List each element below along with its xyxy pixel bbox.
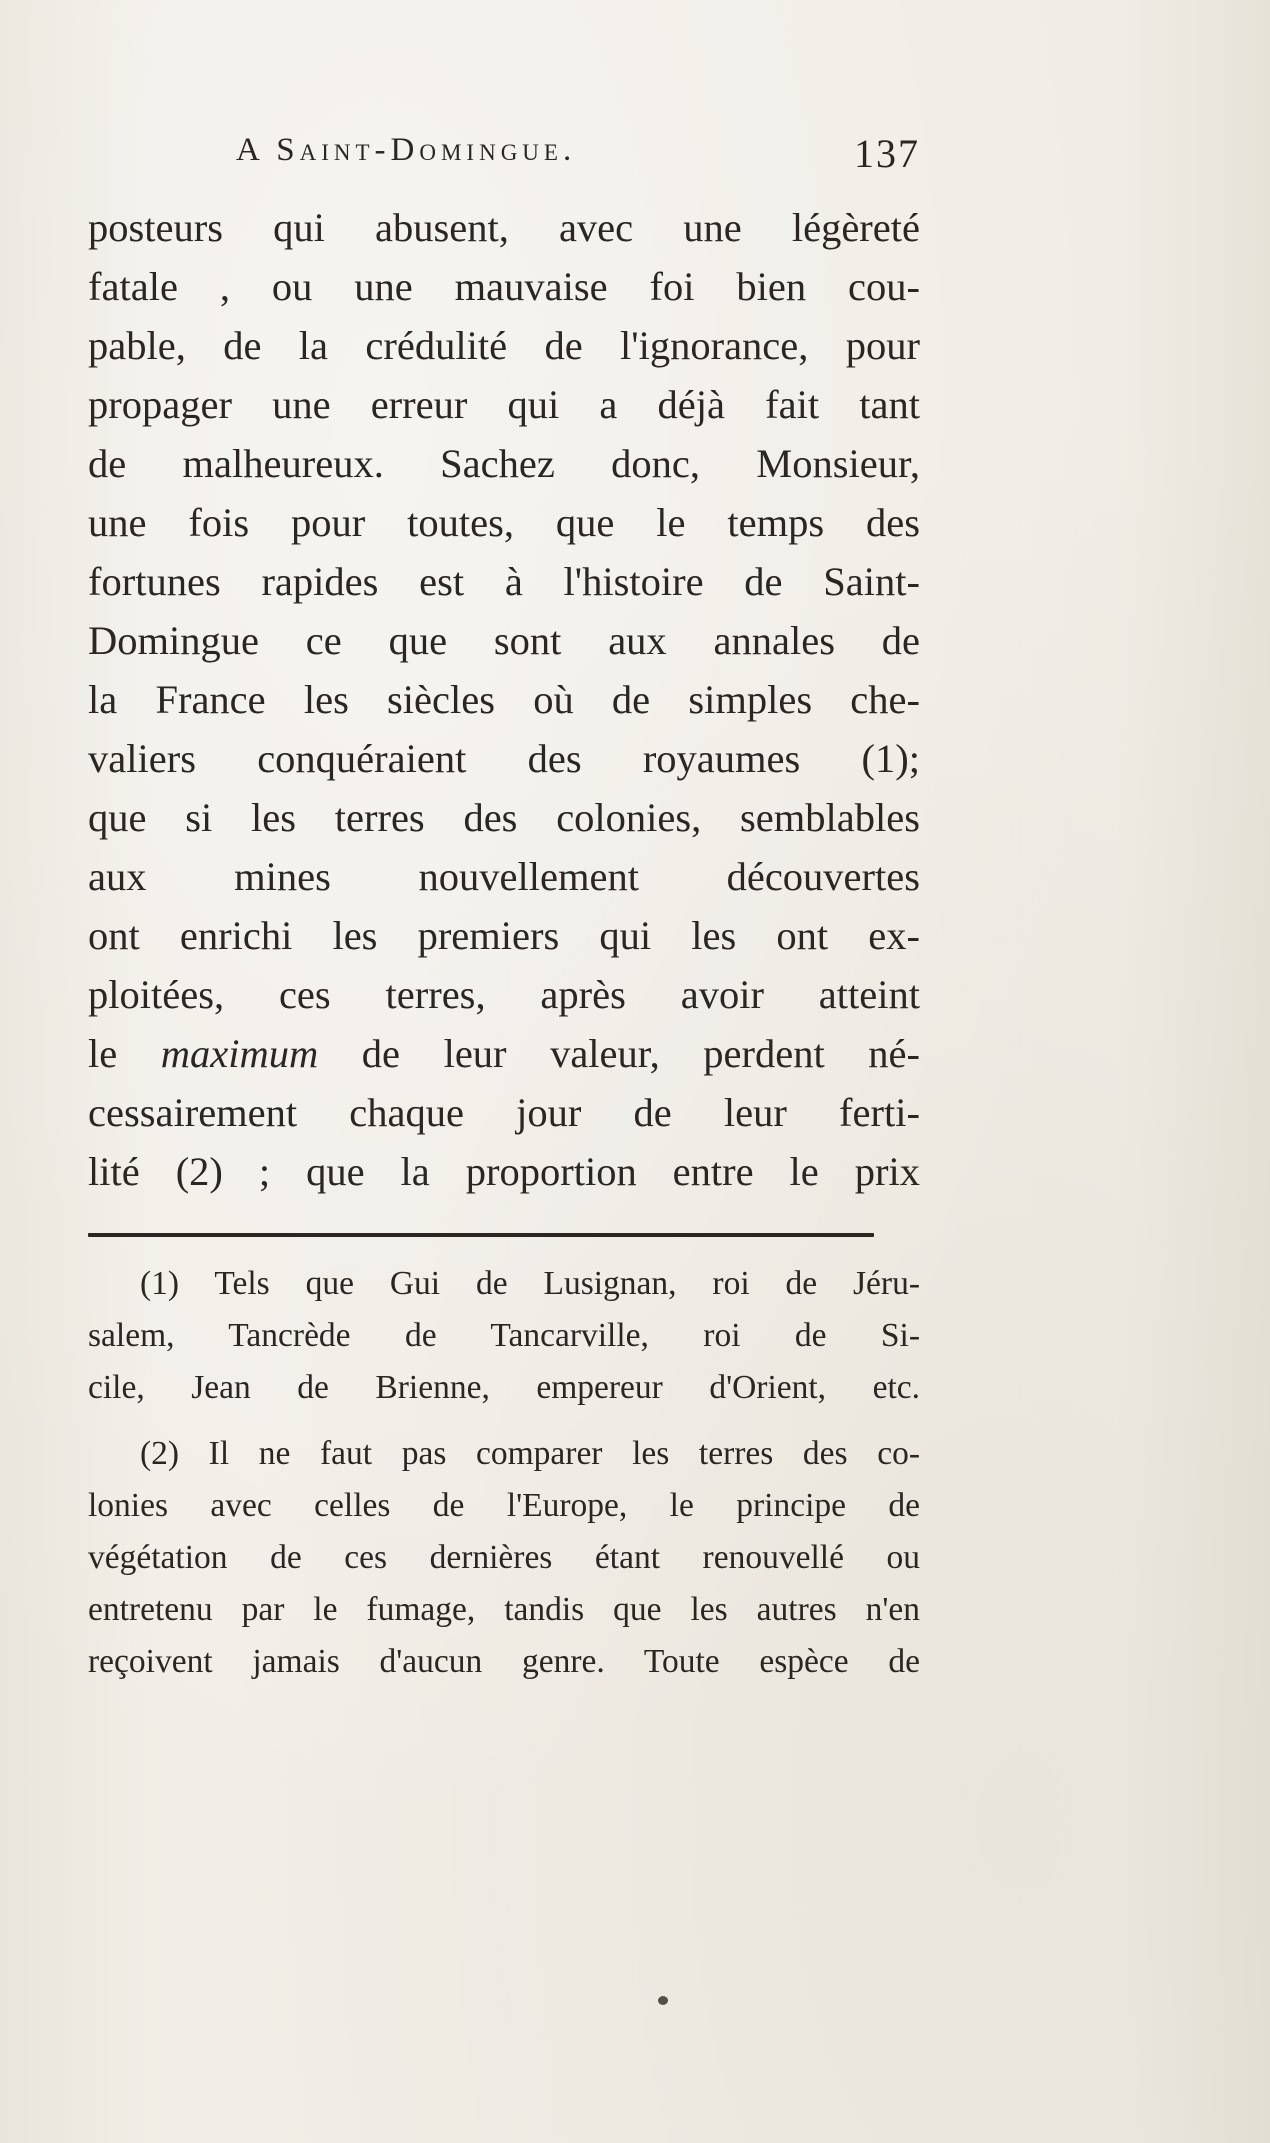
text-line: de malheureux. Sachez donc, Monsieur, (88, 441, 920, 486)
text-line: fatale , ou une mauvaise foi bien cou- (88, 264, 920, 309)
text-line: la France les siècles où de simples che- (88, 677, 920, 722)
footnote-line: (2) Il ne faut pas comparer les terres des co- (140, 1435, 920, 1472)
text-line: posteurs qui abusent, avec une légèreté (88, 205, 920, 250)
footnote-gap (88, 1414, 920, 1428)
text-line: ont enrichi les premiers qui les ont ex- (88, 913, 920, 958)
text-line-with-italic (88, 1024, 920, 1083)
text-line: une fois pour toutes, que le temps des (88, 500, 920, 545)
text-line: propager une erreur qui a déjà fait tant (88, 382, 920, 427)
footnote-line: entretenu par le fumage, tandis que les autres n'en (88, 1591, 920, 1628)
page-number: 137 (854, 131, 920, 176)
italic-word: maximum (160, 1031, 319, 1076)
text-line: que si les terres des colonies, semblables (88, 795, 920, 840)
running-title: A Saint-Domingue. (236, 132, 577, 168)
text-line: pable, de la crédulité de l'ignorance, pour (88, 323, 920, 368)
text-line: Domingue ce que sont aux annales de (88, 618, 920, 663)
footnotes (88, 1258, 920, 1688)
footnote-line: végétation de ces dernières étant renouvellé ou (88, 1539, 920, 1576)
text-line: fortunes rapides est à l'histoire de Saint- (88, 559, 920, 604)
text-segment: de leur valeur, perdent né- (318, 1031, 920, 1076)
footnote-1 (88, 1258, 920, 1414)
main-text (88, 198, 920, 1201)
text-line: ploitées, ces terres, après avoir atteint (88, 972, 920, 1017)
footnote-line: lonies avec celles de l'Europe, le principe de (88, 1487, 920, 1524)
page-header (88, 130, 920, 180)
text-line: lité (2) ; que la proportion entre le prix (88, 1149, 920, 1194)
text-line: aux mines nouvellement découvertes (88, 854, 920, 899)
ink-speck (658, 1996, 668, 2005)
footnote-2 (88, 1428, 920, 1688)
footnote-line: cile, Jean de Brienne, empereur d'Orient, etc. (88, 1369, 920, 1406)
text-line: cessairement chaque jour de leur ferti- (88, 1090, 920, 1135)
text-line: valiers conquéraient des royaumes (1); (88, 736, 920, 781)
footnote-line: (1) Tels que Gui de Lusignan, roi de Jéru- (140, 1265, 920, 1302)
footnote-line: salem, Tancrède de Tancarville, roi de Si- (88, 1317, 920, 1354)
text-segment: le (88, 1031, 161, 1076)
footnote-rule (88, 1233, 874, 1237)
footnote-line: reçoivent jamais d'aucun genre. Toute espèce de (88, 1643, 920, 1680)
